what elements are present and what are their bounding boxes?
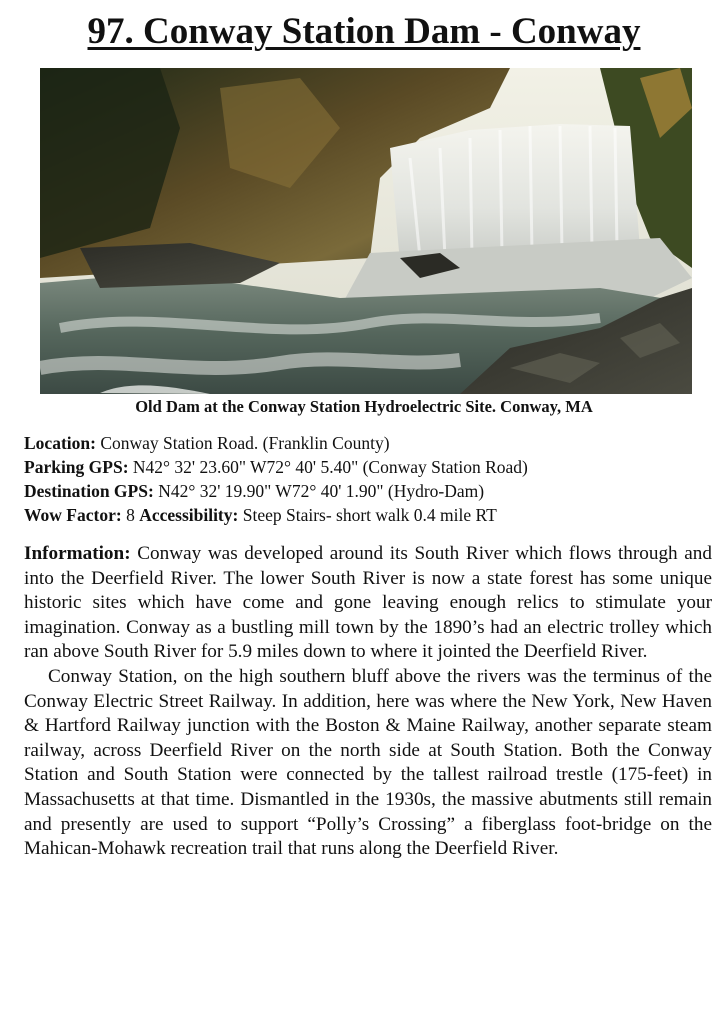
information-paragraph-2 <box>24 665 712 862</box>
photo-caption: Old Dam at the Conway Station Hydroelectric Site. Conway, MA <box>135 397 593 416</box>
information-text-1: Conway was developed around its South River which flows through and into the Deerfield River. The lower South River is now a state forest has some unique historic sites which have come and gone leaving enough relics to stimulate your imagination. Conway as a bustling mill town by the 1890’s had an electric trolley which ran above South River for 5.9 miles down to where it jointed the Deerfield River. <box>24 543 712 663</box>
wow-accessibility-row <box>24 503 714 527</box>
waterfall-photo <box>40 68 692 394</box>
information-label: Information: <box>24 543 131 564</box>
accessibility-value: Steep Stairs- short walk 0.4 mile RT <box>242 505 497 525</box>
accessibility-label: Accessibility: <box>139 505 239 525</box>
trail-facts <box>24 431 714 527</box>
destination-gps-value: N42° 32' 19.90" W72° 40' 1.90" (Hydro-Dam) <box>158 481 485 501</box>
parking-gps-value: N42° 32' 23.60" W72° 40' 5.40" (Conway Station Road) <box>132 457 528 477</box>
information-section <box>24 542 712 862</box>
information-paragraph-1 <box>24 542 712 665</box>
destination-gps-row <box>24 479 714 503</box>
location-value: Conway Station Road. (Franklin County) <box>100 433 390 453</box>
location-row <box>24 431 714 455</box>
wow-factor-value: 8 <box>126 505 135 525</box>
page-title: 97. Conway Station Dam - Conway <box>87 11 641 52</box>
parking-gps-label: Parking GPS: <box>24 457 129 477</box>
destination-gps-label: Destination GPS: <box>24 481 154 501</box>
parking-gps-row <box>24 455 714 479</box>
wow-factor-label: Wow Factor: <box>24 505 122 525</box>
information-text-2: Conway Station, on the high southern bluff above the rivers was the terminus of the Conway Electric Street Railway. In addition, here was where the New York, New Haven & Hartford Railway junction with the Boston & Maine Railway, another separate steam railway, across Deerfield River on the north side at South Station. Both the Conway Station and South Station were connected by the tallest railroad trestle (175-feet) in Massachusetts at that time. Dismantled in the 1930s, the massive abutments still remain and presently are used to support “Polly’s Crossing” a fiberglass foot-bridge on the Mahican-Mohawk recreation trail that runs along the Deerfield River. <box>24 665 712 860</box>
location-label: Location: <box>24 433 96 453</box>
